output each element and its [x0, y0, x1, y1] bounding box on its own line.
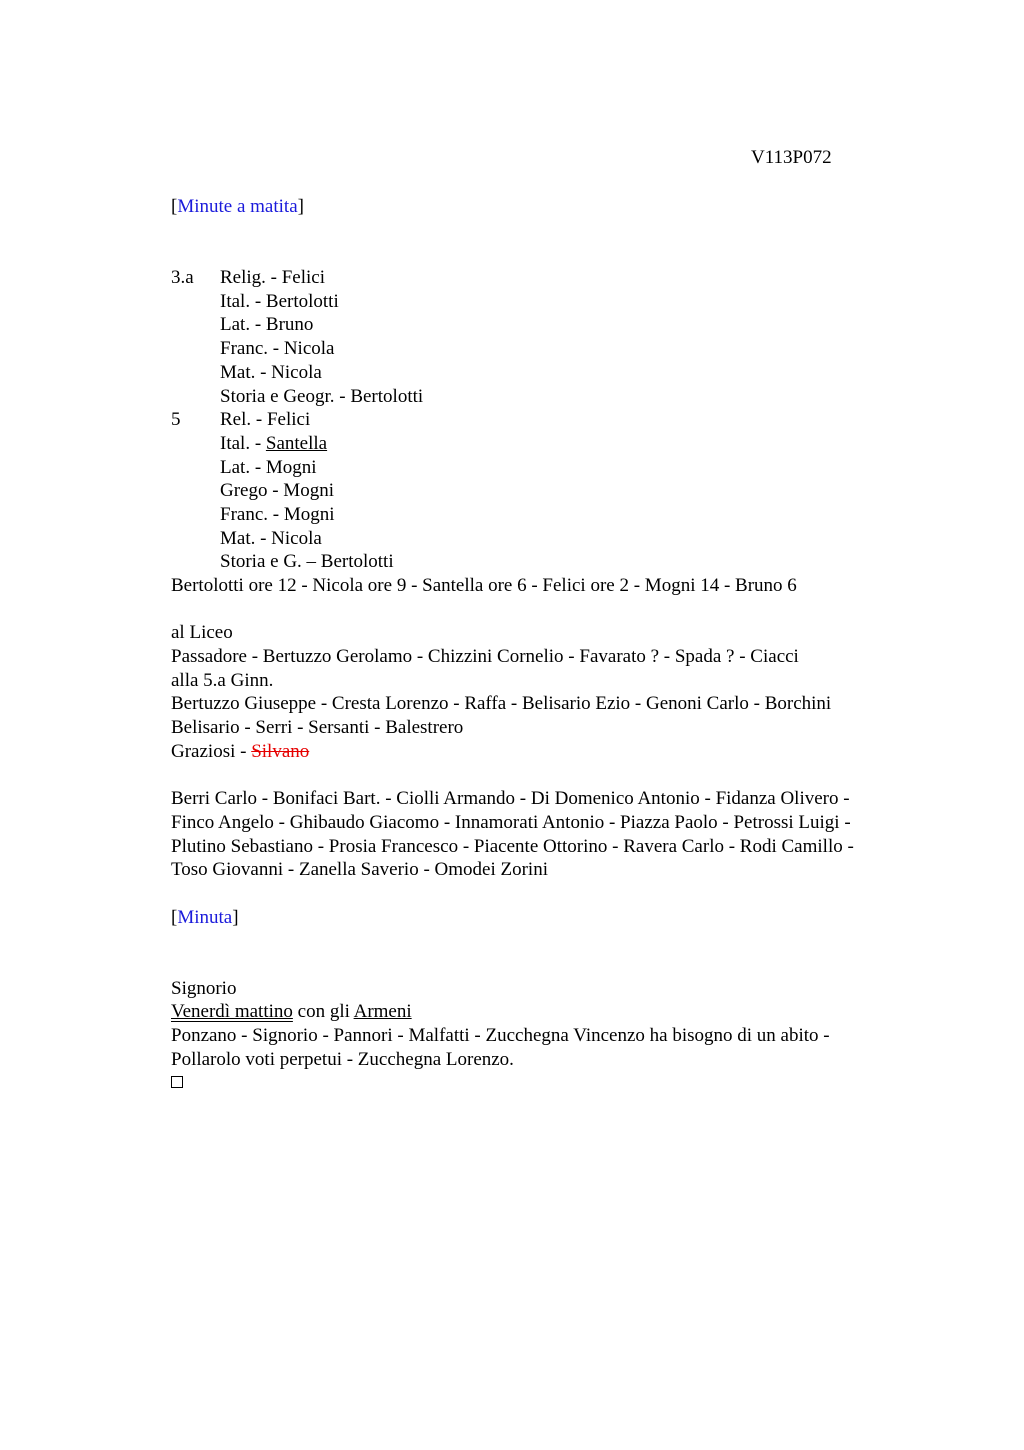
names-line: Finco Angelo - Ghibaudo Giacomo - Innamorati Antonio - Piazza Paolo - Petrossi Luigi -	[171, 811, 851, 833]
section-heading-minuta: [Minuta]	[171, 906, 239, 928]
final-list-line: Ponzano - Signorio - Pannori - Malfatti - Zucchegna Vincenzo ha bisogno di un abito -	[171, 1025, 830, 1047]
double-underlined-text: Venerdì mattino	[171, 1001, 293, 1023]
liceo-heading: al Liceo	[171, 622, 233, 644]
final-list-line: Pollarolo voti perpetui - Zucchegna Lorenzo.	[171, 1048, 514, 1070]
names-line: Toso Giovanni - Zanella Saverio - Omodei Zorini	[171, 859, 548, 881]
graziosi-line: Graziosi - Silvano	[171, 740, 310, 762]
class-number: 3.a	[171, 267, 194, 289]
schedule-row: Franc. - Nicola	[220, 338, 335, 360]
schedule-row: 3.a Relig. - Felici	[171, 267, 326, 289]
schedule-row: Lat. - Mogni	[220, 456, 317, 478]
struck-name: Silvano	[251, 740, 310, 762]
schedule-row: 5 Rel. - Felici	[171, 409, 311, 431]
section-label: Minute a matita	[177, 196, 298, 217]
section-label: Minuta	[177, 906, 233, 928]
class-number: 5	[171, 409, 181, 431]
hours-summary: Bertolotti ore 12 - Nicola ore 9 - Santella ore 6 - Felici ore 2 - Mogni 14 - Bruno 6	[171, 575, 797, 597]
schedule-row: Franc. - Mogni	[220, 503, 335, 525]
schedule-row: Storia e G. – Bertolotti	[220, 551, 394, 573]
checkbox-icon[interactable]	[171, 1076, 183, 1088]
names-line: Berri Carlo - Bonifaci Bart. - Ciolli Armando - Di Domenico Antonio - Fidanza Olivero -	[171, 788, 850, 810]
schedule-row: Ital. - Bertolotti	[220, 290, 339, 312]
document-id: V113P072	[751, 147, 832, 168]
underlined-name: Santella	[265, 432, 328, 454]
document-body	[171, 195, 951, 1095]
ginn-list-line: Bertuzzo Giuseppe - Cresta Lorenzo - Raffa - Belisario Ezio - Genoni Carlo - Borchini	[171, 693, 832, 715]
schedule-row: Lat. - Bruno	[220, 314, 314, 336]
schedule-row: Mat. - Nicola	[220, 361, 322, 383]
underlined-text: Armeni	[353, 1001, 412, 1023]
schedule-row: Ital. - Santella	[220, 432, 328, 454]
schedule-row: Mat. - Nicola	[220, 527, 322, 549]
ginn-list-line: Belisario - Serri - Sersanti - Balestrero	[171, 717, 464, 739]
names-line: Plutino Sebastiano - Prosia Francesco - Piacente Ottorino - Ravera Carlo - Rodi Camillo -	[171, 835, 854, 857]
section-heading-minute-a-matita: [Minute a matita]	[171, 196, 304, 217]
signorio-line: Signorio	[171, 977, 237, 999]
ginn-heading: alla 5.a Ginn.	[171, 669, 274, 691]
venerdi-line: Venerdì mattino con gli Armeni	[171, 1001, 412, 1023]
liceo-list: Passadore - Bertuzzo Gerolamo - Chizzini Cornelio - Favarato ? - Spada ? - Ciacci	[171, 646, 799, 668]
schedule-row: Storia e Geogr. - Bertolotti	[220, 385, 424, 407]
schedule-row: Grego - Mogni	[220, 480, 334, 502]
